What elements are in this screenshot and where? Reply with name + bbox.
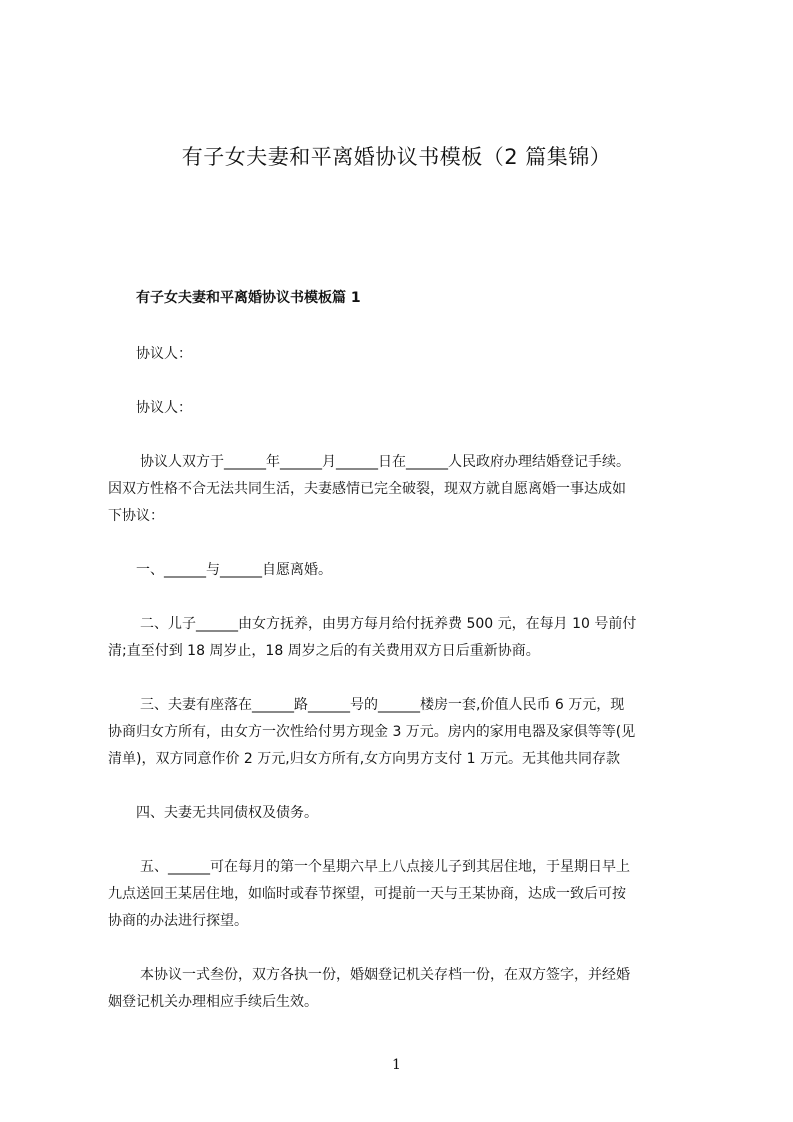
intro-line-2: 因双方性格不合无法共同生活，夫妻感情已完全破裂，现双方就自愿离婚一事达成如: [108, 481, 626, 497]
party-2-label: 协议人：: [136, 400, 192, 416]
clause-3-line-2: 协商归女方所有，由女方一次性给付男方现金 3 万元。房内的家用电器及家俱等等(见: [108, 724, 636, 740]
clause-5-line-2: 九点送回王某居住地，如临时或春节探望，可提前一天与王某协商，达成一致后可按: [108, 886, 626, 902]
clause-4: 四、夫妻无共同债权及债务。: [136, 805, 318, 821]
closing-line-2: 姻登记机关办理相应手续后生效。: [108, 994, 318, 1010]
party-1-label: 协议人：: [136, 346, 192, 362]
page-number: 1: [392, 1057, 401, 1073]
clause-5-line-3: 协商的办法进行探望。: [108, 913, 248, 929]
clause-3-line-3: 清单)，双方同意作价 2 万元,归女方所有,女方向男方支付 1 万元。无其他共同存款: [108, 751, 620, 767]
clause-3-line-1: 三、夫妻有座落在______路______号的______楼房一套,价值人民币 6 万元，现: [140, 697, 625, 713]
intro-line-3: 下协议：: [108, 508, 164, 524]
clause-2-line-1: 二、儿子______由女方抚养，由男方每月给付抚养费 500 元，在每月 10 号前付: [140, 616, 637, 632]
clause-1: 一、______与______自愿离婚。: [136, 562, 332, 578]
clause-5-line-1: 五、______可在每月的第一个星期六早上八点接儿子到其居住地，于星期日早上: [140, 859, 630, 875]
intro-line-1: 协议人双方于______年______月______日在______人民政府办理结婚登记手续。: [140, 454, 630, 470]
closing-line-1: 本协议一式叁份，双方各执一份，婚姻登记机关存档一份，在双方签字，并经婚: [140, 967, 630, 983]
clause-2-line-2: 清;直至付到 18 周岁止，18 周岁之后的有关费用双方日后重新协商。: [108, 643, 540, 659]
section-heading: 有子女夫妻和平离婚协议书模板篇 1: [136, 290, 361, 306]
document-title: 有子女夫妻和平离婚协议书模板（2 篇集锦）: [181, 145, 612, 169]
